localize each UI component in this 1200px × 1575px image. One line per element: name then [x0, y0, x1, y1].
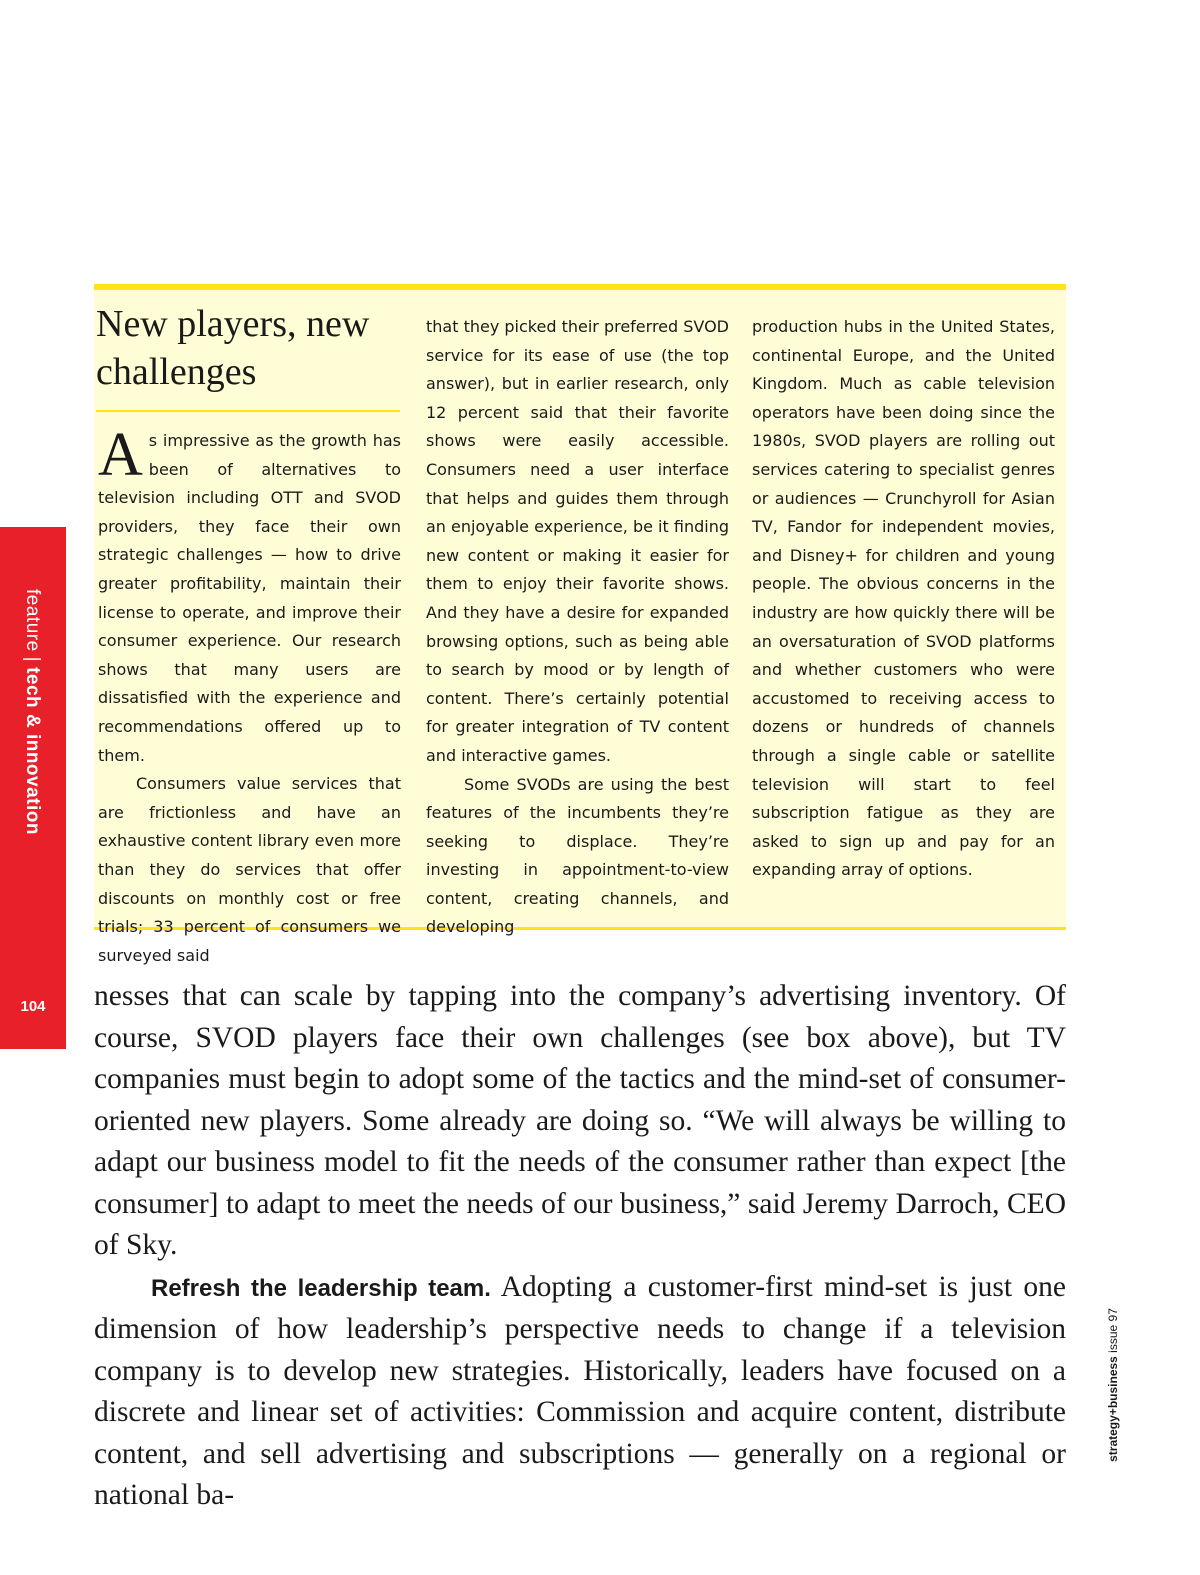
section-label [21, 589, 43, 835]
page-number: 104 [20, 998, 46, 1015]
article-paragraph-2-body: Adopting a customer-first mind-set is just one dimension of how leadership’s perspective needs to change if a television company is to develop new strategies. Historically, leaders have focused on a discrete and linear set of activities: Commission and acquire content, distribute content, and sell advertising and subscriptions — generally on a regional or national ba- [94, 1270, 1066, 1511]
sidebar-column-3 [752, 313, 1055, 885]
paragraph-lead-in: Refresh the leadership team. [151, 1274, 491, 1302]
article-paragraph-2 [94, 1267, 1066, 1517]
sidebar-column-1 [98, 421, 401, 970]
sidebar-col1-paragraph-2: Consumers value services that are frictionless and have an exhaustive content library even more than they do services that offer discounts on monthly cost or free trials; 33 percent of consumers we surveyed said [98, 774, 401, 965]
article-paragraph-1: nesses that can scale by tapping into the company’s advertising inventory. Of course, SVOD players face their own challenges (see box above), but TV companies must begin to adopt some of the tactics and the mind-set of consumer-oriented new players. Some already are doing so. “We will always be willing to adapt our business model to fit the needs of the consumer rather than expect [the consumer] to adapt to meet the needs of our business,” said Jeremy Darroch, CEO of Sky. [94, 980, 1066, 1261]
section-label-separator: | [22, 656, 43, 663]
publication-name: strategy+business [1106, 1356, 1120, 1462]
sidebar-col2-paragraph-2: Some SVODs are using the best features of the incumbents they’re seeking to displace. They’re investing in appointment-to-view content, creating channels, and developing [426, 774, 729, 937]
issue-number: issue 97 [1106, 1308, 1120, 1357]
section-label-topic: tech & innovation [22, 667, 43, 835]
sidebar-col1-paragraph-1: s impressive as the growth has been of alternatives to television including OTT and SVOD providers, they face their own strategic challenges — how to drive greater profitability, maintain their license to operate, and improve their consumer experience. Our research shows that many users are dissatisfied with the experience and recommendations offered up to them. [98, 431, 401, 765]
publication-footer [1106, 1308, 1120, 1462]
sidebar-title: New players, new challenges [96, 303, 370, 393]
main-article-text [94, 976, 1066, 1517]
sidebar-col3-paragraph-1: production hubs in the United States, continental Europe, and the United Kingdom. Much as cable television operators have been doing since the 1980s, SVOD players are rolling out services catering to specialist genres or audiences — Crunchyroll for Asian TV, Fandor for independent movies, and Disney+ for children and young people. The obvious concerns in the industry are how quickly there will be an oversaturation of SVOD platforms and whether customers who were accustomed to receiving access to dozens or hundreds of channels through a single cable or satellite television will start to feel subscription fatigue as they are asked to sign up and pay for an expanding array of options. [752, 317, 1055, 880]
section-label-feature: feature [22, 589, 43, 652]
sidebar-column-2 [426, 313, 729, 942]
title-divider [96, 410, 400, 412]
sidebar-col2-paragraph-1: that they picked their preferred SVOD service for its ease of use (the top answer), but in earlier research, only 12 percent said that their favorite shows were easily accessible. Consumers need a user interface that helps and guides them through an enjoyable experience, be it finding new content or making it easier for them to enjoy their favorite shows. And they have a desire for expanded browsing options, such as being able to search by mood or by length of content. There’s certainly potential for greater integration of TV content and interactive games. [426, 317, 729, 765]
drop-cap: A [98, 421, 143, 489]
